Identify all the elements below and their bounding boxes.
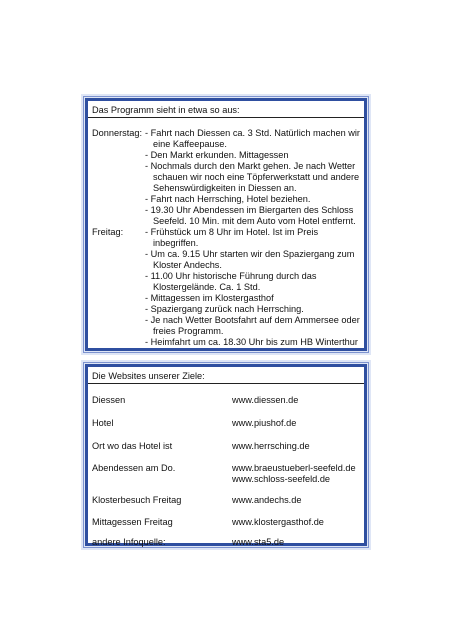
day-label-donnerstag: Donnerstag:: [92, 128, 143, 138]
list-item: - Um ca. 9.15 Uhr starten wir den Spaziergang zum Kloster Andechs.: [145, 249, 355, 270]
list-item: - Den Markt erkunden. Mittagessen: [145, 150, 289, 160]
website-label: Hotel: [92, 418, 114, 428]
list-item: - Heimfahrt um ca. 18.30 Uhr bis zum HB Winterthur: [145, 337, 358, 347]
day-items-freitag: [145, 227, 360, 348]
website-label: andere Infoquelle:: [92, 537, 166, 547]
list-item: - Nochmals durch den Markt gehen. Je nach Wetter schauen wir noch eine Töpferwerkstatt und andere Sehenswürdigkeiten in Diessen an.: [145, 161, 360, 193]
day-label-freitag: Freitag:: [92, 227, 124, 237]
website-link[interactable]: www.schloss-seefeld.de: [232, 473, 331, 484]
list-item: - 19.30 Uhr Abendessen im Biergarten des Schloss Seefeld. 10 Min. mit dem Auto vom Hotel entfernt.: [145, 205, 356, 226]
website-label: Klosterbesuch Freitag: [92, 495, 182, 505]
programm-intro: Das Programm sieht in etwa so aus:: [92, 105, 240, 115]
website-link[interactable]: www.klostergasthof.de: [232, 517, 324, 527]
website-link[interactable]: www.braeustueberl-seefeld.de: [232, 463, 356, 473]
website-label: Abendessen am Do.: [92, 463, 176, 473]
divider: [88, 383, 364, 384]
websites-card: [85, 364, 367, 546]
day-items-donnerstag: [145, 128, 360, 227]
list-item: - Fahrt nach Herrsching, Hotel beziehen.: [145, 194, 311, 204]
list-item: - Je nach Wetter Bootsfahrt auf dem Ammersee oder freies Programm.: [145, 315, 360, 336]
website-link[interactable]: www.diessen.de: [232, 395, 299, 405]
list-item: - Frühstück um 8 Uhr im Hotel. Ist im Preis inbegriffen.: [145, 227, 319, 248]
list-item: - Spaziergang zurück nach Herrsching.: [145, 304, 304, 314]
divider: [88, 117, 364, 118]
website-label: Ort wo das Hotel ist: [92, 441, 173, 451]
website-link[interactable]: www.herrsching.de: [232, 441, 310, 451]
list-item: - Fahrt nach Diessen ca. 3 Std. Natürlich machen wir eine Kaffeepause.: [145, 128, 360, 149]
list-item: - Mittagessen im Klostergasthof: [145, 293, 274, 303]
website-label: Diessen: [92, 395, 126, 405]
website-link[interactable]: www.sta5.de: [232, 537, 285, 547]
programm-card: [85, 98, 367, 351]
website-label: Mittagessen Freitag: [92, 517, 173, 527]
website-link[interactable]: www.piushof.de: [232, 418, 297, 428]
website-link[interactable]: www.andechs.de: [232, 495, 302, 505]
list-item: - 11.00 Uhr historische Führung durch das Klostergelände. Ca. 1 Std.: [145, 271, 317, 292]
websites-intro: Die Websites unserer Ziele:: [92, 371, 205, 381]
